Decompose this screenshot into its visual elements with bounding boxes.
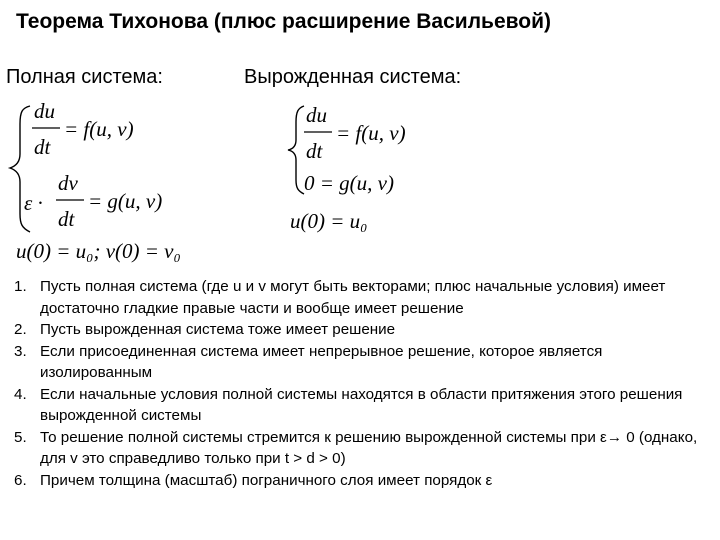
full-initial-conditions: u(0) = u₀; v(0) = v₀ (16, 239, 181, 263)
eq2-numerator: dv (58, 171, 78, 195)
degenerate-system-brace (288, 106, 304, 194)
full-system-label: Полная система: (6, 66, 163, 88)
degenerate-system-formula (278, 100, 458, 250)
eq2-denominator: dt (58, 207, 75, 231)
deg-eq1-numerator: du (306, 103, 327, 127)
list-item: 1. Пусть полная система (где u и v могут быть векторами; плюс начальные условия) имеет достаточно гладкие правые части и вообще имеет решение (14, 278, 666, 317)
eq2-rhs: = g(u, v) (88, 189, 163, 213)
eq1-numerator: du (34, 99, 55, 123)
list-item: 6. Причем толщина (масштаб) пограничного слоя имеет порядок ε (14, 471, 493, 489)
deg-eq1-denominator: dt (306, 139, 323, 163)
list-item: 4. Если начальные условия полной системы находятся в области притяжения этого решения вырожденной системы (14, 385, 683, 424)
conditions-list (14, 276, 704, 491)
eq1-rhs: = f(u, v) (64, 117, 134, 141)
eq1-denominator: dt (34, 135, 51, 159)
full-system-formula (0, 92, 220, 272)
eq2-epsilon: ε · (24, 191, 43, 215)
list-item: 3. Если присоединенная система имеет непрерывное решение, которое является изолированным (14, 342, 603, 381)
deg-eq1-rhs: = f(u, v) (336, 121, 406, 145)
degenerate-system-label: Вырожденная система: (244, 66, 462, 88)
page-title: Теорема Тихонова (плюс расширение Васильевой) (16, 10, 551, 33)
deg-eq2: 0 = g(u, v) (304, 171, 394, 195)
list-item: 2. Пусть вырожденная система тоже имеет решение (14, 321, 396, 338)
deg-initial-condition: u(0) = u₀ (290, 209, 368, 233)
list-item: 5. То решение полной системы стремится к решению вырожденной системы при ε→ 0 (однако, для v это справедливо только при t > d > 0) (14, 428, 698, 467)
